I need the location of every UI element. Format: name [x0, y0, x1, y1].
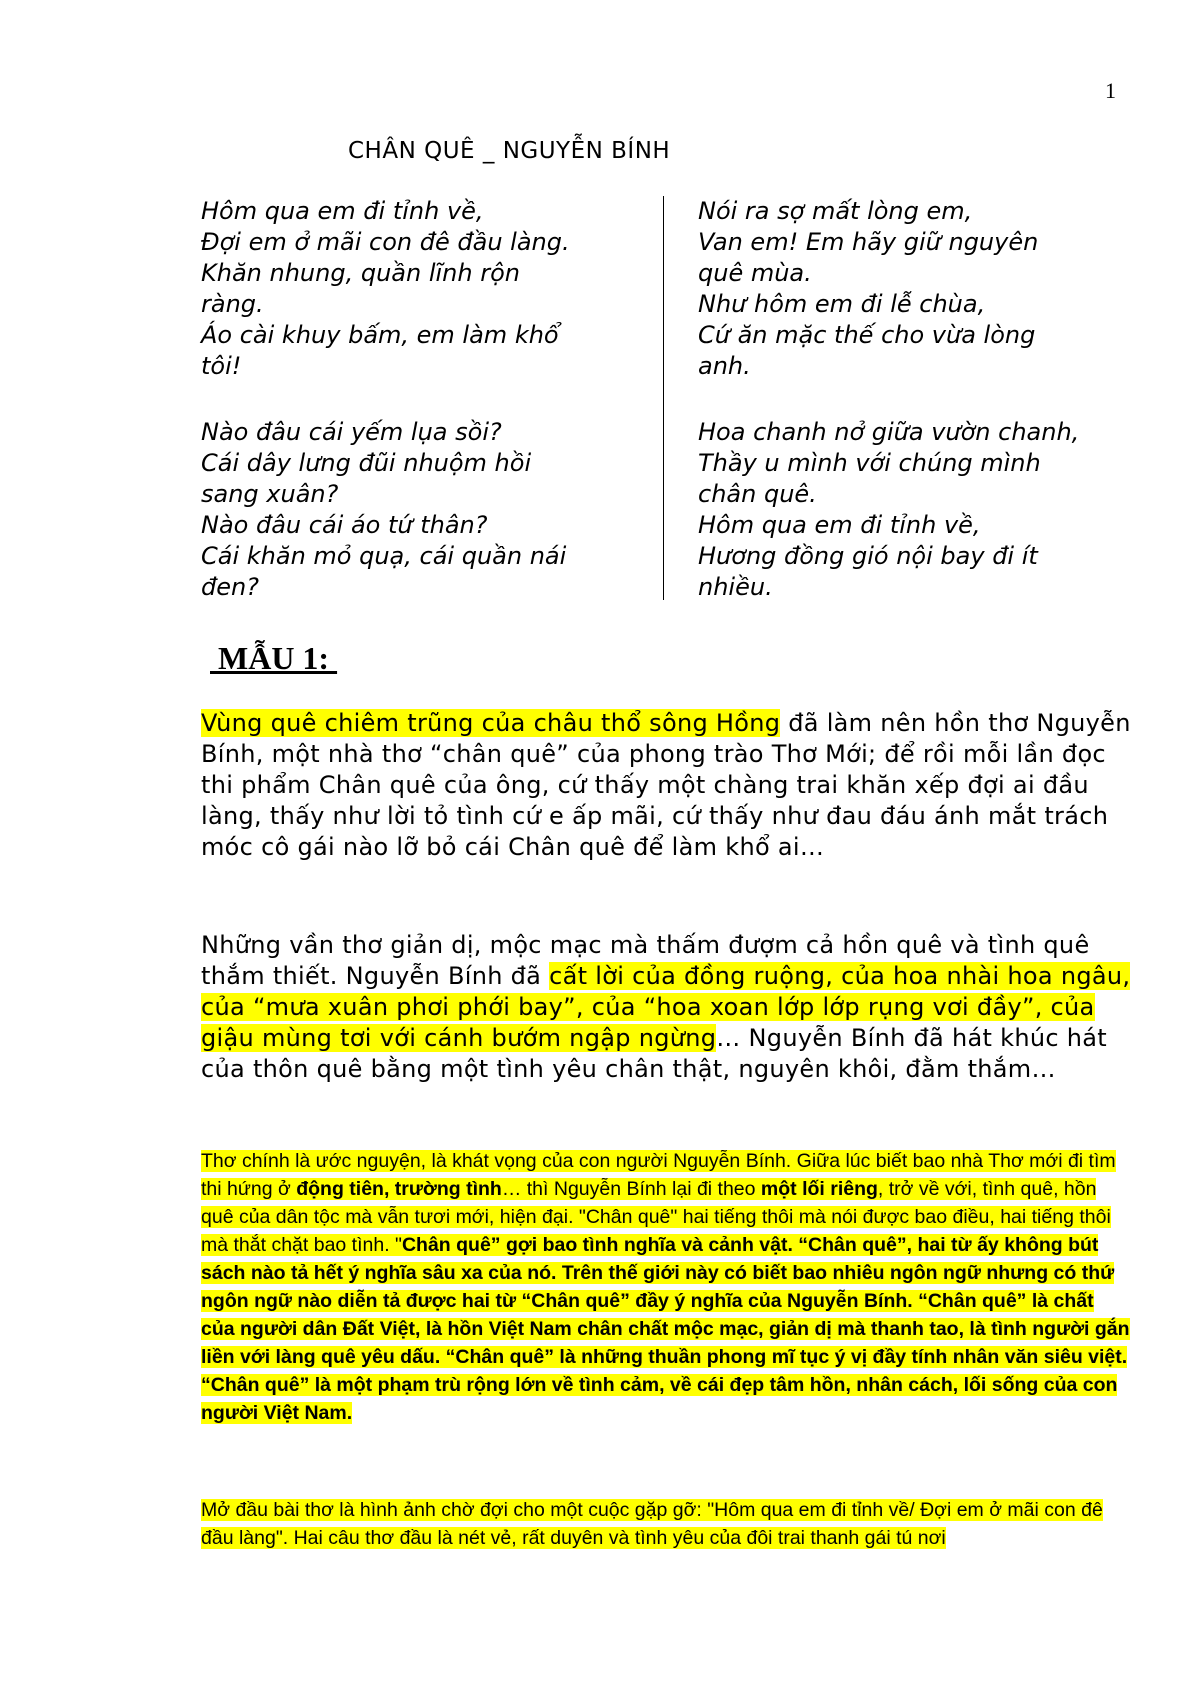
highlighted-text: cất lời của đồng ruộng, của hoa nhài hoa ngâu, của “mưa xuân phơi phới bay”, của “hoa xoan lớp lớp rụng vơi đầy”, của giậu mùng tơi với cánh bướm ngập ngừng	[201, 962, 1131, 1052]
highlighted-text: Vùng quê chiêm trũng của châu thổ sông Hồng	[201, 709, 781, 737]
poem-stanza-1	[201, 196, 631, 382]
poem-line: Áo cài khuy bấm, em làm khổ	[201, 321, 559, 349]
poem-line: ràng.	[201, 290, 264, 318]
poem-left-column	[201, 196, 631, 638]
paragraph-text: , trở về với, tình quê, hồn quê của dân tộc mà vẫn tươi mới, hiện đại. "Chân quê" hai tiếng thôi mà nói được bao điều, hai tiếng thôi mà thắt chặt bao tình. "	[201, 1178, 1111, 1256]
poem-line: Nói ra sợ mất lòng em,	[698, 197, 973, 225]
document-title: CHÂN QUÊ _ NGUYỄN BÍNH	[348, 138, 671, 164]
column-divider	[663, 196, 664, 600]
paragraph-text: … thì Nguyễn Bính lại đi theo	[501, 1178, 761, 1200]
bold-text: Chân quê” gợi bao tình nghĩa và cảnh vật. “Chân quê”, hai từ ấy không bút sách nào tả hết ý nghĩa sâu xa của nó. Trên thế giới này có biết bao nhiêu ngôn ngữ nhưng có thứ ngôn ngữ nào diễn tả được hai từ “Chân quê” đầy ý nghĩa của Nguyễn Bính. “Chân quê” là chất của người dân Đất Việt, là hồn Việt Nam chân chất mộc mạc, giản dị mà thanh tao, là tình người gắn liền với làng quê yêu dấu. “Chân quê” là những thuần phong mĩ tục ý vị đầy tính nhân văn siêu việt. “Chân quê” là một phạm trù rộng lớn về tình cảm, về cái đẹp tâm hồn, nhân cách, lối sống của con người Việt Nam.	[201, 1234, 1130, 1424]
poem-line: Khăn nhung, quần lĩnh rộn	[201, 259, 520, 287]
poem-stanza-3	[698, 196, 1128, 382]
highlighted-text: Mở đầu bài thơ là hình ảnh chờ đợi cho một cuộc gặp gỡ: "Hôm qua em đi tỉnh về/ Đợi em ở mãi con đê đầu làng". Hai câu thơ đầu là nét vẻ, rất duyên và tình yêu của đôi trai thanh gái tú nơi	[201, 1499, 1103, 1549]
poem-line: Nào đâu cái yếm lụa sồi?	[201, 418, 502, 446]
poem-line: Hôm qua em đi tỉnh về,	[698, 511, 981, 539]
poem-line: Cứ ăn mặc thế cho vừa lòng	[698, 321, 1036, 349]
paragraph-text: … Nguyễn Bính đã hát khúc hát của thôn quê bằng một tình yêu chân thật, nguyên khôi, đằm thắm…	[201, 1024, 1108, 1083]
poem-line: Hoa chanh nở giữa vườn chanh,	[698, 418, 1080, 446]
poem-line: Hôm qua em đi tỉnh về,	[201, 197, 484, 225]
poem-line: tôi!	[201, 352, 242, 380]
poem-line: quê mùa.	[698, 259, 812, 287]
poem-line: Van em! Em hãy giữ nguyên	[698, 228, 1039, 256]
paragraph-text: Những vần thơ giản dị, mộc mạc mà thấm đượm cả hồn quê và tình quê thắm thiết. Nguyễn Bính đã	[201, 931, 1090, 990]
bold-text: một lối riêng	[760, 1178, 878, 1200]
section-heading: MẪU 1:	[210, 640, 338, 676]
paragraph-2	[201, 930, 1131, 1085]
poem-line: Hương đồng gió nội bay đi ít	[698, 542, 1038, 570]
poem-line: chân quê.	[698, 480, 817, 508]
poem-line: Nào đâu cái áo tứ thân?	[201, 511, 488, 539]
poem-stanza-4	[698, 417, 1128, 603]
poem-line: Đợi em ở mãi con đê đầu làng.	[201, 228, 570, 256]
page-number: 1	[1105, 78, 1116, 103]
bold-text: động tiên, trường tình	[296, 1178, 502, 1200]
poem-line: Cái dây lưng đũi nhuộm hồi	[201, 449, 532, 477]
poem-line: đen?	[201, 573, 259, 601]
paragraph-text: đã làm nên hồn thơ Nguyễn Bính, một nhà thơ “chân quê” của phong trào Thơ Mới; để rồi mỗi lần đọc thi phẩm Chân quê của ông, cứ thấy một chàng trai khăn xếp đợi ai đầu làng, thấy như lời tỏ tình cứ e ấp mãi, cứ thấy như đau đáu ánh mắt trách móc cô gái nào lỡ bỏ cái Chân quê để làm khổ ai…	[201, 709, 1131, 861]
poem-line: sang xuân?	[201, 480, 339, 508]
poem-right-column	[698, 196, 1128, 638]
paragraph-1	[201, 708, 1131, 863]
poem-line: nhiều.	[698, 573, 773, 601]
paragraph-4	[201, 1496, 1131, 1552]
poem-line: anh.	[698, 352, 751, 380]
poem-line: Thầy u mình với chúng mình	[698, 449, 1041, 477]
poem-line: Như hôm em đi lễ chùa,	[698, 290, 986, 318]
poem-line: Cái khăn mỏ quạ, cái quần nái	[201, 542, 567, 570]
paragraph-text: Thơ chính là ước nguyện, là khát vọng của con người Nguyễn Bính. Giữa lúc biết bao nhà Thơ mới đi tìm thi hứng ở	[201, 1150, 1116, 1200]
poem-stanza-2	[201, 417, 631, 603]
paragraph-3	[201, 1147, 1131, 1427]
